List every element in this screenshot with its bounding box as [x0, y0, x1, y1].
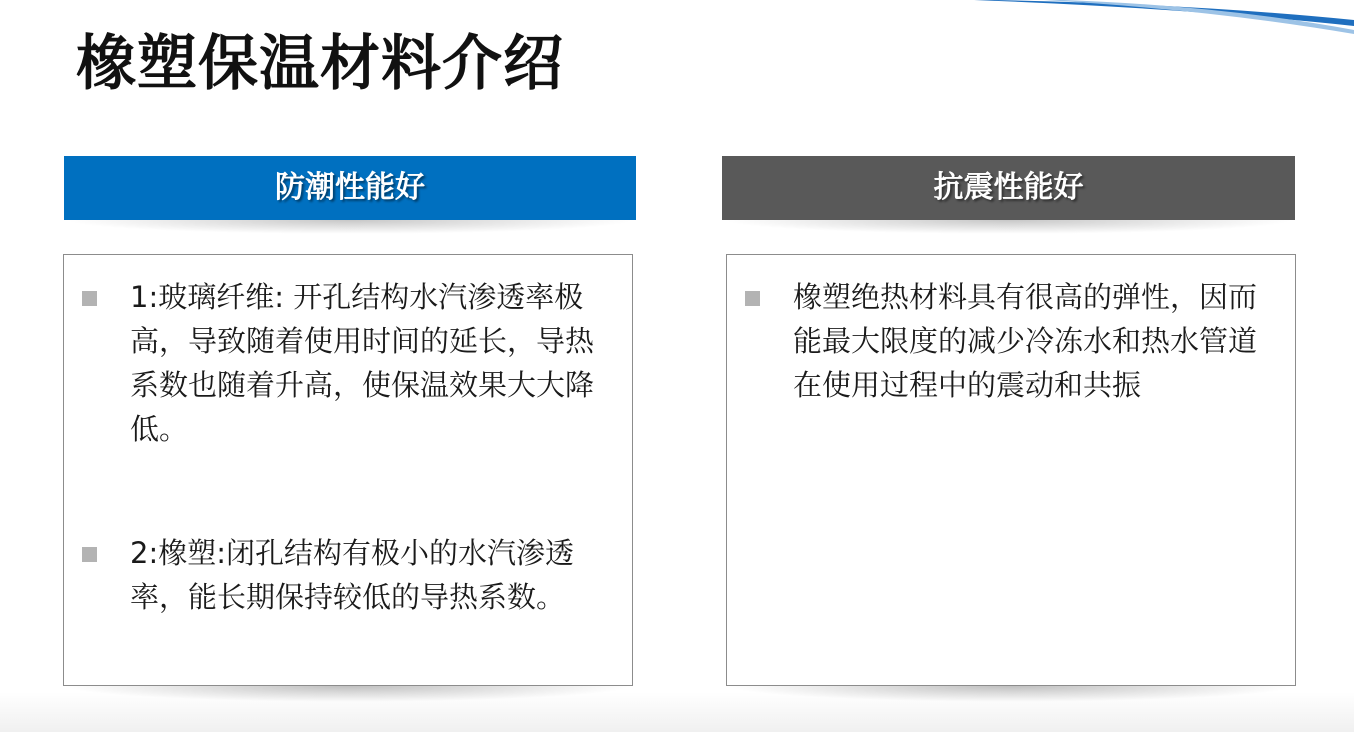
panel-header-shadow [722, 220, 1295, 234]
bullet-text: 1:玻璃纤维: 开孔结构水汽渗透率极高，导致随着使用时间的延长，导热系数也随着升高，使保温效果大大降低。 [130, 280, 595, 446]
bullet-square-icon [82, 547, 97, 562]
panel-header-shadow [64, 220, 636, 234]
bullet-text: 2:橡塑:闭孔结构有极小的水汽渗透率，能长期保持较低的导热系数。 [130, 536, 574, 614]
panel-content-moisture-resistance [63, 254, 633, 686]
bullet-square-icon [82, 291, 97, 306]
panel-header-shock-resistance: 抗震性能好 [722, 156, 1295, 220]
panel-content-shock-resistance [726, 254, 1296, 686]
panel-header-moisture-resistance: 防潮性能好 [64, 156, 636, 220]
slide-title: 橡塑保温材料介绍 [76, 29, 564, 99]
panel-box-shadow [63, 686, 633, 702]
panel-box-shadow [726, 686, 1296, 702]
bullet-square-icon [745, 291, 760, 306]
corner-swoosh-decoration [934, 0, 1354, 40]
bullet-text: 橡塑绝热材料具有很高的弹性，因而能最大限度的减少冷冻水和热水管道在使用过程中的震动和共振 [793, 280, 1258, 402]
